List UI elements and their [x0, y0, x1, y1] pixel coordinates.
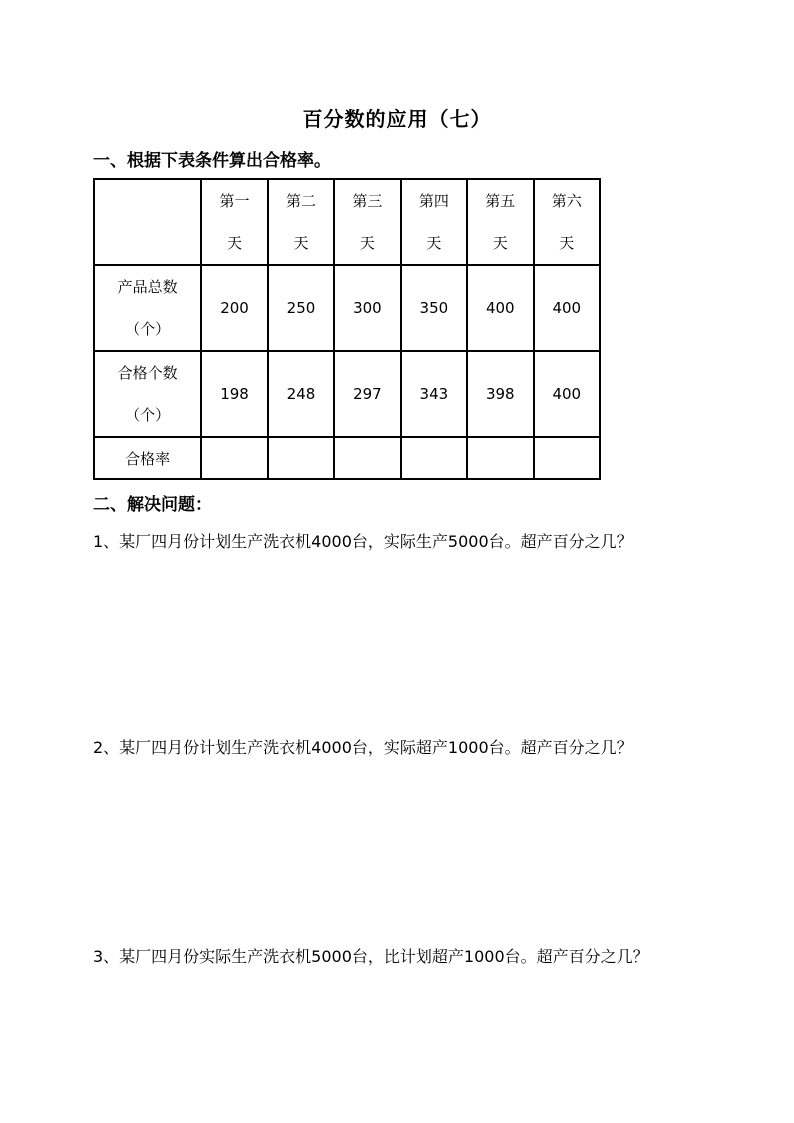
table-row-qualified-count [94, 351, 600, 437]
table-cell: 400 [467, 265, 533, 351]
day-header-line2: 天 [359, 234, 375, 252]
day-header-cell [268, 179, 334, 265]
table-cell: 350 [401, 265, 467, 351]
row-label-line1: 合格个数 [117, 364, 178, 382]
day-header-cell [334, 179, 400, 265]
row-label-line2: （个） [125, 320, 171, 338]
table-cell: 248 [268, 351, 334, 437]
table-cell: 400 [534, 351, 600, 437]
day-header-cell [201, 179, 267, 265]
table-cell: 398 [467, 351, 533, 437]
day-header-line1: 第四 [418, 192, 449, 210]
table-header-row [94, 179, 600, 265]
day-header-line2: 天 [426, 234, 442, 252]
answer-cell[interactable] [534, 437, 600, 479]
day-header-line2: 天 [293, 234, 309, 252]
answer-cell[interactable] [268, 437, 334, 479]
day-header-line1: 第六 [551, 192, 582, 210]
day-header-line2: 天 [227, 234, 243, 252]
table-cell: 200 [201, 265, 267, 351]
day-header-cell [534, 179, 600, 265]
answer-cell[interactable] [201, 437, 267, 479]
day-header-cell [467, 179, 533, 265]
table-corner-cell [94, 179, 201, 265]
day-header-cell [401, 179, 467, 265]
day-header-line1: 第二 [285, 192, 316, 210]
answer-cell[interactable] [401, 437, 467, 479]
pass-rate-table [93, 178, 601, 480]
day-header-line1: 第五 [485, 192, 516, 210]
page-title: 百分数的应用（七） [302, 107, 492, 131]
section-2-heading: 二、解决问题： [93, 495, 212, 515]
question-3: 3、某厂四月份实际生产洗衣机5000台，比计划超产1000台。超产百分之几？ [93, 947, 649, 966]
row-label-cell: 合格率 [94, 437, 201, 479]
table-cell: 250 [268, 265, 334, 351]
row-label-cell [94, 351, 201, 437]
table-row-pass-rate [94, 437, 600, 479]
day-header-line1: 第三 [352, 192, 383, 210]
table-cell: 297 [334, 351, 400, 437]
question-2: 2、某厂四月份计划生产洗衣机4000台，实际超产1000台。超产百分之几？ [93, 738, 633, 757]
table-row-total-products [94, 265, 600, 351]
row-label-line2: （个） [125, 406, 171, 424]
row-label-cell [94, 265, 201, 351]
row-label-line1: 产品总数 [117, 278, 178, 296]
table-cell: 400 [534, 265, 600, 351]
answer-cell[interactable] [334, 437, 400, 479]
table-cell: 198 [201, 351, 267, 437]
section-1-heading: 一、根据下表条件算出合格率。 [93, 151, 331, 171]
day-header-line2: 天 [559, 234, 575, 252]
question-1: 1、某厂四月份计划生产洗衣机4000台，实际生产5000台。超产百分之几？ [93, 532, 633, 551]
answer-cell[interactable] [467, 437, 533, 479]
table-cell: 343 [401, 351, 467, 437]
day-header-line1: 第一 [219, 192, 250, 210]
day-header-line2: 天 [492, 234, 508, 252]
table-cell: 300 [334, 265, 400, 351]
